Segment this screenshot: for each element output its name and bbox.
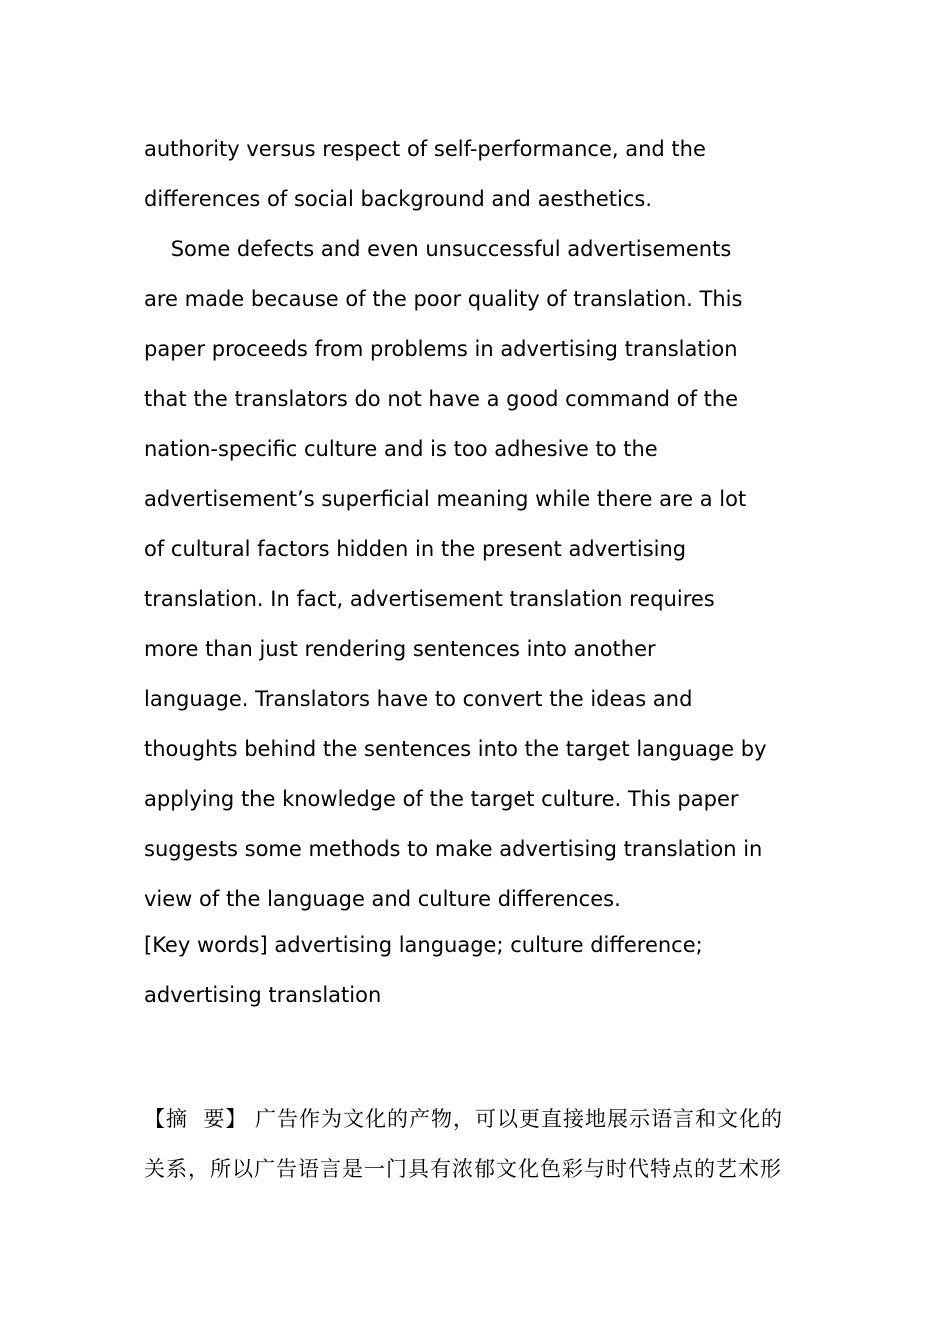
abstract-en-line: applying the knowledge of the target culture. This paper xyxy=(144,787,739,811)
abstract-en-line: suggests some methods to make advertising translation in xyxy=(144,837,763,861)
abstract-en-line: thoughts behind the sentences into the target language by xyxy=(144,737,767,761)
abstract-en-line: view of the language and culture differences. xyxy=(144,887,621,911)
keywords-line: advertising translation xyxy=(144,983,382,1007)
abstract-en-line: paper proceeds from problems in advertising translation xyxy=(144,337,738,361)
keywords-line: [Key words] advertising language; culture difference; xyxy=(144,933,703,957)
abstract-en-paragraph-start: Some defects and even unsuccessful advertisements xyxy=(144,237,732,261)
abstract-en-line: authority versus respect of self-performance, and the xyxy=(144,137,706,161)
abstract-en-line: advertisement’s superficial meaning while there are a lot xyxy=(144,487,747,511)
abstract-en-line: of cultural factors hidden in the present advertising xyxy=(144,537,687,561)
abstract-en-line: translation. In fact, advertisement translation requires xyxy=(144,587,715,611)
abstract-en-line: language. Translators have to convert the ideas and xyxy=(144,687,693,711)
abstract-en-line: more than just rendering sentences into another xyxy=(144,637,656,661)
abstract-en-line: are made because of the poor quality of translation. This xyxy=(144,287,743,311)
abstract-zh-line: 关系，所以广告语言是一门具有浓郁文化色彩与时代特点的艺术形 xyxy=(144,1157,782,1181)
abstract-en-line: nation-specific culture and is too adhesive to the xyxy=(144,437,658,461)
abstract-en-line: differences of social background and aesthetics. xyxy=(144,187,652,211)
abstract-en-line: that the translators do not have a good command of the xyxy=(144,387,739,411)
abstract-zh-line: 【摘 要】 广告作为文化的产物，可以更直接地展示语言和文化的 xyxy=(144,1107,784,1131)
